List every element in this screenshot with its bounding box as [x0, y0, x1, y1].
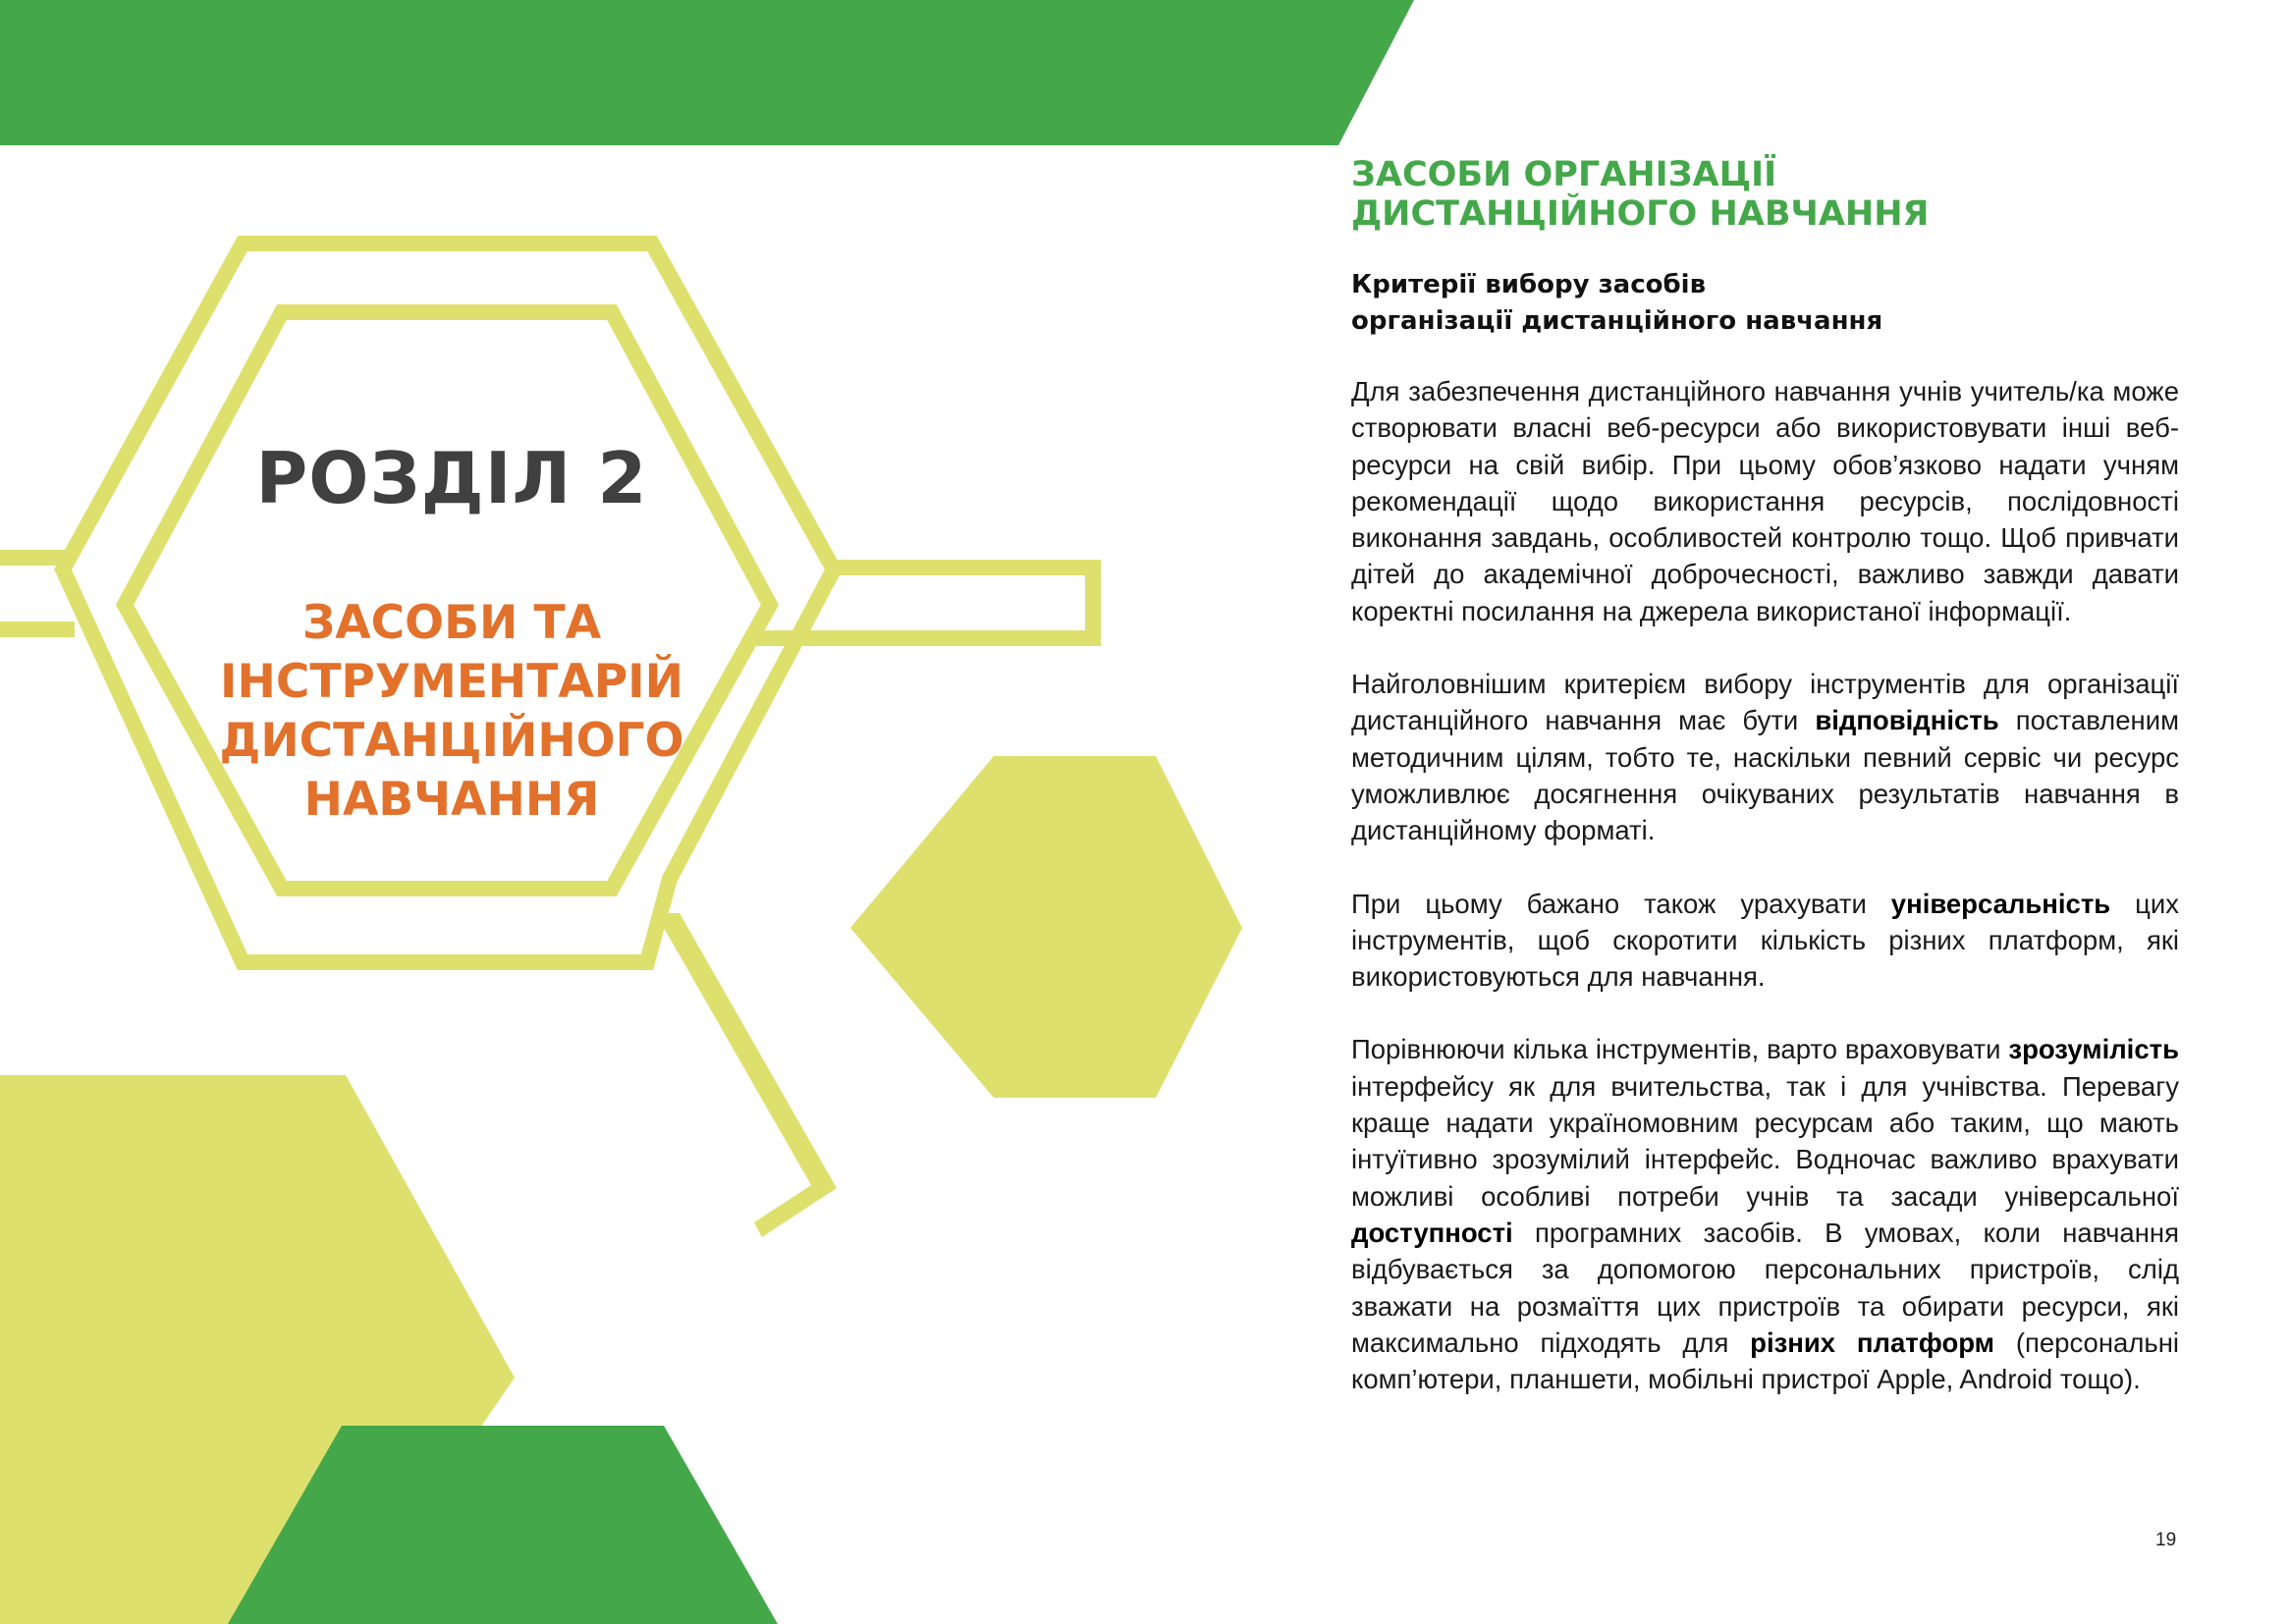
lime-hexagon [850, 756, 1242, 1098]
paragraph-text: Найголовнішим критерієм вибору інструментів для організації дистанційного навчання має бути [1351, 669, 2179, 736]
paragraph [1351, 1031, 2179, 1397]
subheading-line: організації дистанційного навчання [1351, 306, 1883, 336]
subheading [1351, 267, 2235, 340]
right-connector-bottom [756, 630, 1101, 646]
emphasis-text: відповідність [1815, 705, 1999, 736]
emphasis-text: різних платформ [1750, 1326, 1995, 1358]
paragraph-text: поставленим методичним цілям, тобто те, наскільки певний сервіс чи ресурс уможливлює досягнення очікуваних результатів навчання в дистанційному форматі. [1351, 705, 2179, 846]
section-title-line: ДИСТАНЦІЙНОГО НАВЧАННЯ [1351, 194, 1930, 234]
right-connector-top [830, 560, 1101, 575]
emphasis-text: зрозумілість [2008, 1034, 2179, 1065]
lower-leg [664, 913, 837, 1237]
paragraph [1351, 666, 2179, 848]
page-number: 19 [2155, 1530, 2177, 1550]
chapter-title-line: НАВЧАННЯ [303, 773, 600, 827]
subheading-line: Критерії вибору засобів [1351, 270, 1707, 299]
chapter-title-line: ДИСТАНЦІЙНОГО [219, 714, 684, 768]
emphasis-text: доступності [1351, 1217, 1513, 1248]
paragraph-text: цих інструментів, щоб скоротити кількість різних платформ, які використовуються для навчання. [1351, 888, 2179, 993]
paragraph-text: Для забезпечення дистанційного навчання учнів учитель/ка може створювати власні веб-ресурси або використовувати інші веб-ресурси на свій вибір. При цьому обов’язково надати учням рекомендації щодо використання ресурсів, послідовності виконання завдань, особливостей контролю тощо. Щоб привчати дітей до академічної доброчесності, важливо завжди давати коректні посилання на джерела використаної інформації. [1351, 376, 2179, 626]
section-title [1351, 155, 2235, 234]
paragraph-text: (персональні комп’ютери, планшети, мобільні пристрої Apple, Android тощо). [1351, 1326, 2179, 1395]
paragraph-text: програмних засобів. В умовах, коли навчання відбувається за допомогою персональних пристроїв, слід зважати на розмаїття цих пристроїв та обирати ресурси, які максимально підходять для [1351, 1217, 2179, 1358]
body-text [1351, 373, 2179, 1434]
chapter-title-line: ІНСТРУМЕНТАРІЙ [220, 655, 683, 709]
paragraph-text: інтерфейсу як для вчительства, так і для учнівства. Перевагу краще надати україномовним ресурсам або таким, що мають інтуїтивно зрозумілий інтерфейс. Водночас важливо врахувати можливі особливі потреби учнів та засади універсальної [1351, 1070, 2179, 1212]
left-connector-bar-lower [0, 622, 75, 637]
paragraph-text: Порівнюючи кілька інструментів, варто враховувати [1351, 1034, 2009, 1065]
paragraph-text: При цьому бажано також урахувати [1351, 888, 1891, 919]
paragraph [1351, 373, 2179, 629]
chapter-title [196, 594, 707, 830]
emphasis-text: універсальність [1890, 888, 2111, 919]
chapter-title-line: ЗАСОБИ ТА [301, 596, 602, 650]
section-title-line: ЗАСОБИ ОРГАНІЗАЦІЇ [1351, 155, 1777, 194]
paragraph [1351, 886, 2179, 996]
top-green-band [0, 0, 1414, 145]
left-connector-bar [0, 550, 75, 566]
chapter-label: РОЗДІЛ 2 [255, 437, 648, 519]
